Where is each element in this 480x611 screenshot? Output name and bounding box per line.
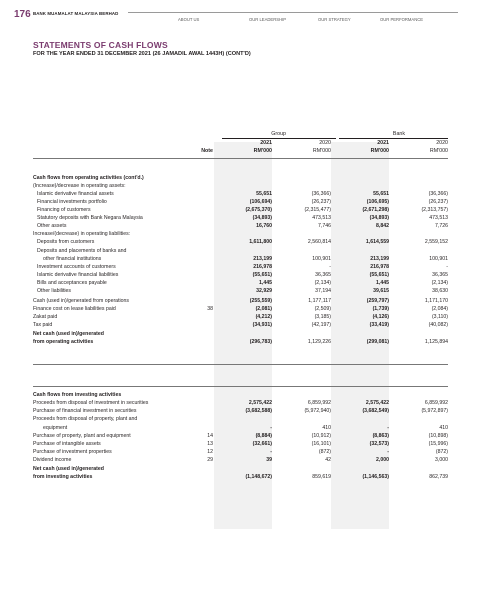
table-row bbox=[33, 306, 448, 312]
row-value-3: (4,126) bbox=[372, 314, 389, 320]
row-value-2: 37,194 bbox=[315, 288, 331, 294]
row-value-2: (872) bbox=[318, 449, 331, 455]
row-value-3: (8,863) bbox=[372, 433, 389, 439]
row-value-3: (106,695) bbox=[366, 199, 389, 205]
row-label: Islamic derivative financial assets bbox=[37, 191, 114, 197]
row-value-1: (296,783) bbox=[249, 339, 272, 345]
table-row bbox=[33, 264, 448, 270]
table-row bbox=[33, 400, 448, 406]
row-value-3: (55,651) bbox=[369, 272, 389, 278]
table-row bbox=[33, 314, 448, 320]
row-value-3: (259,797) bbox=[366, 298, 389, 304]
row-value-2: (26,237) bbox=[311, 199, 331, 205]
row-value-3: 2,575,422 bbox=[365, 400, 389, 406]
header-rule bbox=[33, 158, 448, 159]
row-value-1: - bbox=[270, 449, 272, 455]
table-row bbox=[33, 183, 448, 189]
table-row bbox=[33, 239, 448, 245]
row-value-2: 473,513 bbox=[312, 215, 331, 221]
table-row bbox=[33, 272, 448, 278]
row-note: 14 bbox=[207, 433, 213, 439]
row-value-2: (2,134) bbox=[314, 280, 331, 286]
row-label: Statutory deposits with Bank Negara Malaysia bbox=[37, 215, 143, 221]
row-value-2: 2,560,814 bbox=[307, 239, 331, 245]
row-value-2: (5,972,940) bbox=[304, 408, 331, 414]
table-row bbox=[33, 392, 448, 398]
row-value-4: (2,313,757) bbox=[421, 207, 448, 213]
row-value-4: 2,559,152 bbox=[424, 239, 448, 245]
row-value-1: (32,661) bbox=[252, 441, 272, 447]
table-row bbox=[33, 207, 448, 213]
row-value-2: (3,185) bbox=[314, 314, 331, 320]
row-value-3: (1,146,563) bbox=[362, 474, 389, 480]
row-note: 13 bbox=[207, 441, 213, 447]
row-value-1: 39 bbox=[266, 457, 272, 463]
row-value-1: (34,931) bbox=[252, 322, 272, 328]
bank-header-line bbox=[339, 138, 448, 139]
row-label: Increase/(decrease) in operating liabilities: bbox=[33, 231, 131, 237]
row-value-1: 1,611,800 bbox=[249, 239, 272, 245]
row-value-2: 7,746 bbox=[318, 223, 331, 229]
row-value-3: 55,651 bbox=[373, 191, 389, 197]
row-label: Cash (used in)/generated from operations bbox=[33, 298, 130, 304]
nav-our-strategy[interactable]: OUR STRATEGY bbox=[318, 17, 351, 22]
table-row bbox=[33, 441, 448, 447]
row-value-3: 1,614,559 bbox=[365, 239, 389, 245]
row-value-1: 2,575,422 bbox=[248, 400, 272, 406]
row-label: Tax paid bbox=[33, 322, 53, 328]
header-divider bbox=[128, 12, 458, 13]
table-row bbox=[33, 339, 448, 345]
row-value-2: 100,901 bbox=[312, 256, 331, 262]
row-value-1: (3,682,588) bbox=[245, 408, 272, 414]
unit-header-1: RM'000 bbox=[253, 148, 272, 154]
row-note: 12 bbox=[207, 449, 213, 455]
unit-header-3: RM'000 bbox=[370, 148, 389, 154]
row-value-4: (36,366) bbox=[428, 191, 448, 197]
table-row bbox=[33, 191, 448, 197]
row-value-3: 39,615 bbox=[373, 288, 389, 294]
row-value-3: (34,893) bbox=[369, 215, 389, 221]
row-value-1: 55,651 bbox=[256, 191, 272, 197]
table-row bbox=[33, 231, 448, 237]
row-value-3: (2,671,298) bbox=[362, 207, 389, 213]
page-title: STATEMENTS OF CASH FLOWS bbox=[33, 40, 168, 50]
nav-our-performance[interactable]: OUR PERFORMANCE bbox=[380, 17, 424, 22]
row-value-1: 32,929 bbox=[256, 288, 272, 294]
row-value-3: (32,573) bbox=[369, 441, 389, 447]
table-row bbox=[33, 474, 448, 480]
row-label: Dividend income bbox=[33, 457, 72, 463]
row-label: Bills and acceptances payable bbox=[37, 280, 107, 286]
row-value-2: (16,101) bbox=[311, 441, 331, 447]
row-label: Other liabilities bbox=[37, 288, 72, 294]
brand-name: BANK MUAMALAT MALAYSIA BERHAD bbox=[33, 11, 119, 16]
row-value-4: 1,125,894 bbox=[424, 339, 448, 345]
row-value-1: - bbox=[270, 425, 272, 431]
row-value-1: (2,675,370) bbox=[245, 207, 272, 213]
group-header: Group bbox=[271, 131, 286, 137]
row-label: Investment accounts of customers bbox=[37, 264, 116, 270]
row-label: other financial institutions bbox=[43, 256, 102, 262]
table-row bbox=[33, 466, 448, 472]
row-value-4: 410 bbox=[439, 425, 448, 431]
unit-header-4: RM'000 bbox=[429, 148, 448, 154]
table-row bbox=[33, 280, 448, 286]
row-label: Deposits and placements of banks and bbox=[37, 248, 127, 254]
row-label: Net cash (used in)/generated bbox=[33, 331, 104, 337]
row-value-3: 216,978 bbox=[370, 264, 389, 270]
row-value-2: (36,366) bbox=[311, 191, 331, 197]
row-value-1: (4,212) bbox=[255, 314, 272, 320]
row-value-3: (299,081) bbox=[366, 339, 389, 345]
row-value-4: (40,082) bbox=[428, 322, 448, 328]
page-subtitle: FOR THE YEAR ENDED 31 DECEMBER 2021 (26 JAMADIL AWAL 1443H) (CONT'D) bbox=[33, 51, 251, 57]
row-value-4: 1,171,170 bbox=[424, 298, 448, 304]
year-header-2: 2020 bbox=[319, 140, 331, 146]
row-value-3: (33,419) bbox=[369, 322, 389, 328]
row-value-1: (1,148,672) bbox=[245, 474, 272, 480]
row-value-3: 213,199 bbox=[370, 256, 389, 262]
row-label: Finance cost on lease liabilities paid bbox=[33, 306, 116, 312]
row-value-2: 36,365 bbox=[315, 272, 331, 278]
row-value-2: 1,177,117 bbox=[308, 298, 331, 304]
section-rule-top bbox=[33, 364, 448, 365]
row-value-3: - bbox=[387, 425, 389, 431]
row-value-1: 213,199 bbox=[253, 256, 272, 262]
row-value-2: (10,912) bbox=[311, 433, 331, 439]
row-value-1: 216,978 bbox=[253, 264, 272, 270]
table-row bbox=[33, 248, 448, 254]
row-value-1: (8,884) bbox=[255, 433, 272, 439]
row-value-2: (2,315,477) bbox=[304, 207, 331, 213]
row-value-2: 859,619 bbox=[312, 474, 331, 480]
row-label: equipment bbox=[43, 425, 68, 431]
table-row bbox=[33, 331, 448, 337]
row-value-1: (34,893) bbox=[252, 215, 272, 221]
table-row bbox=[33, 408, 448, 414]
row-value-4: 36,365 bbox=[432, 272, 448, 278]
row-value-2: 410 bbox=[322, 425, 331, 431]
row-value-4: 473,513 bbox=[429, 215, 448, 221]
row-label: Proceeds from disposal of property, plant and bbox=[33, 416, 138, 422]
row-value-4: - bbox=[446, 264, 448, 270]
row-label: Purchase of financial investment in securities bbox=[33, 408, 137, 414]
table-row bbox=[33, 425, 448, 431]
row-value-4: 38,630 bbox=[432, 288, 448, 294]
row-label: (Increase)/decrease in operating assets: bbox=[33, 183, 126, 189]
row-value-4: (872) bbox=[435, 449, 448, 455]
row-value-3: (3,682,549) bbox=[362, 408, 389, 414]
table-row bbox=[33, 175, 448, 181]
row-label: Deposits from customers bbox=[37, 239, 95, 245]
row-label: Cash flows from operating activities (cont'd.) bbox=[33, 175, 144, 181]
row-label: Other assets bbox=[37, 223, 67, 229]
row-value-1: 16,760 bbox=[256, 223, 272, 229]
row-value-2: - bbox=[329, 264, 331, 270]
row-label: from investing activities bbox=[33, 474, 93, 480]
row-value-4: 100,901 bbox=[429, 256, 448, 262]
row-label: Cash flows from investing activities bbox=[33, 392, 122, 398]
row-label: from operating activities bbox=[33, 339, 94, 345]
year-header-3: 2021 bbox=[377, 140, 389, 146]
table-row bbox=[33, 256, 448, 262]
table-row bbox=[33, 322, 448, 328]
row-label: Proceeds from disposal of investment in securities bbox=[33, 400, 149, 406]
nav-our-leadership[interactable]: OUR LEADERSHIP bbox=[249, 17, 286, 22]
nav-about-us[interactable]: ABOUT US bbox=[178, 17, 200, 22]
row-value-3: 2,000 bbox=[376, 457, 389, 463]
table-row bbox=[33, 215, 448, 221]
row-value-3: (1,739) bbox=[372, 306, 389, 312]
row-value-4: 7,726 bbox=[435, 223, 448, 229]
page-number: 176 bbox=[14, 9, 31, 20]
group-header-line bbox=[222, 138, 336, 139]
table-row bbox=[33, 457, 448, 463]
row-label: Net cash (used in)/generated bbox=[33, 466, 104, 472]
row-label: Purchase of property, plant and equipment bbox=[33, 433, 131, 439]
row-value-1: (2,081) bbox=[255, 306, 272, 312]
row-value-1: (55,651) bbox=[252, 272, 272, 278]
row-value-4: (3,110) bbox=[431, 314, 448, 320]
table-row bbox=[33, 288, 448, 294]
row-value-2: 1,129,226 bbox=[307, 339, 331, 345]
row-value-1: 1,445 bbox=[259, 280, 272, 286]
table-row bbox=[33, 199, 448, 205]
row-label: Purchase of intangible assets bbox=[33, 441, 101, 447]
table-row bbox=[33, 298, 448, 304]
note-header: Note bbox=[201, 148, 213, 154]
row-label: Financial investments portfolio bbox=[37, 199, 107, 205]
row-value-4: (26,237) bbox=[428, 199, 448, 205]
row-note: 29 bbox=[207, 457, 213, 463]
section-rule-bottom bbox=[33, 386, 448, 387]
row-label: Purchase of investment properties bbox=[33, 449, 112, 455]
row-value-2: 42 bbox=[325, 457, 331, 463]
row-note: 38 bbox=[207, 306, 213, 312]
row-value-4: (2,134) bbox=[431, 280, 448, 286]
row-value-3: 1,445 bbox=[376, 280, 389, 286]
row-value-4: 3,000 bbox=[435, 457, 448, 463]
table-row bbox=[33, 433, 448, 439]
table-row bbox=[33, 449, 448, 455]
row-value-4: (10,898) bbox=[428, 433, 448, 439]
row-value-4: 6,859,992 bbox=[424, 400, 448, 406]
row-value-1: (255,559) bbox=[249, 298, 272, 304]
row-value-2: (42,197) bbox=[311, 322, 331, 328]
table-row bbox=[33, 223, 448, 229]
table-row bbox=[33, 416, 448, 422]
row-value-2: (2,509) bbox=[314, 306, 331, 312]
row-value-3: - bbox=[387, 449, 389, 455]
row-value-1: (106,694) bbox=[249, 199, 272, 205]
row-value-4: 862,739 bbox=[429, 474, 448, 480]
row-value-4: (5,972,897) bbox=[421, 408, 448, 414]
row-value-4: (15,996) bbox=[428, 441, 448, 447]
unit-header-2: RM'000 bbox=[312, 148, 331, 154]
row-value-4: (2,084) bbox=[431, 306, 448, 312]
row-label: Islamic derivative financial liabilities bbox=[37, 272, 119, 278]
bank-header: Bank bbox=[392, 131, 405, 137]
row-label: Zakat paid bbox=[33, 314, 58, 320]
year-header-1: 2021 bbox=[260, 140, 272, 146]
row-value-2: 6,859,992 bbox=[307, 400, 331, 406]
row-label: Financing of customers bbox=[37, 207, 91, 213]
year-header-4: 2020 bbox=[436, 140, 448, 146]
row-value-3: 8,842 bbox=[376, 223, 389, 229]
